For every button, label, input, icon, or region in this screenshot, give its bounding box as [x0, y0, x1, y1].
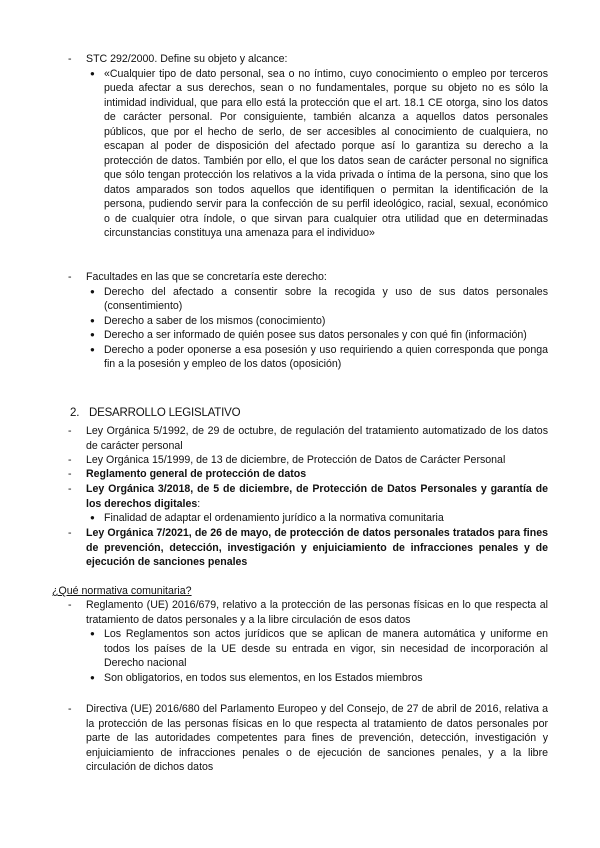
law-text: Ley Orgánica 7/2021, de 26 de mayo, de protección de datos personales tratados para fines de prevención, detección, investigación y enjuiciamiento de infracciones penales y de ejecución de sanciones penales	[86, 527, 548, 568]
list-item: ● Los Reglamentos son actos jurídicos que se aplican de manera automática y uniforme en todos los países de la UE desde su entrada en vigor, sin necesidad de incorporación al Derecho nacional	[86, 627, 548, 671]
dash-marker: -	[68, 425, 72, 437]
facultades-item	[68, 270, 548, 372]
law-item	[68, 482, 548, 526]
heading-number: 2.	[70, 407, 80, 419]
dash-marker: -	[68, 271, 72, 283]
dash-marker: -	[68, 53, 72, 65]
law-text: Ley Orgánica 15/1999, de 13 de diciembre, de Protección de Datos de Carácter Personal	[86, 454, 506, 466]
section-heading	[70, 406, 240, 421]
law-colon: :	[197, 497, 201, 510]
list-item: ● Derecho a saber de los mismos (conocimiento)	[86, 314, 548, 329]
stc-title: STC 292/2000. Define su objeto y alcance:	[86, 53, 288, 65]
list-item: ● Son obligatorios, en todos sus elementos, en los Estados miembros	[86, 671, 548, 686]
list-item: ● Derecho del afectado a consentir sobre la recogida y uso de sus datos personales (consentimiento)	[86, 285, 548, 314]
stc-item	[68, 52, 548, 241]
dash-marker: -	[68, 454, 72, 466]
law-text: Ley Orgánica 3/2018, de 5 de diciembre, de Protección de Datos Personales y garantía de los derechos digitales	[86, 483, 548, 510]
law-text: Ley Orgánica 5/1992, de 29 de octubre, de regulación del tratamiento automatizado de los datos de carácter personal	[86, 425, 548, 452]
eu-directive-text: Directiva (UE) 2016/680 del Parlamento Europeo y del Consejo, de 27 de abril de 2016, relativa a la protección de las personas físicas en lo que respecta al tratamiento de datos personales por parte de las autoridades competentes para fines de prevención, detección, investigación y enjuiciamiento de infracciones penales o de ejecución de sanciones penales, y a la libre circulación de dichos datos	[86, 703, 548, 773]
facultades-title: Facultades en las que se concretaría este derecho:	[86, 271, 327, 283]
dash-marker: -	[68, 703, 72, 715]
list-item: ● Finalidad de adaptar el ordenamiento jurídico a la normativa comunitaria	[86, 511, 548, 526]
heading-title: DESARROLLO LEGISLATIVO	[89, 407, 241, 419]
law-sub-list	[86, 511, 548, 526]
law-text: Reglamento general de protección de datos	[86, 468, 307, 480]
list-item: ● Derecho a poder oponerse a esa posesión y uso requiriendo a quien corresponda que ponga fin a la posesión y empleo de los datos (oposición)	[86, 343, 548, 372]
question-heading: ¿Qué normativa comunitaria?	[52, 585, 192, 597]
dash-marker: -	[68, 468, 72, 480]
law-item	[68, 526, 548, 570]
law-item	[68, 467, 548, 482]
law-text-wrap	[86, 482, 548, 511]
stc-quote-list	[86, 67, 548, 241]
dash-marker: -	[68, 527, 72, 539]
eu-regulation-item	[68, 598, 548, 685]
eu-regulation-text: Reglamento (UE) 2016/679, relativo a la protección de las personas físicas en lo que respecta al tratamiento de datos personales y a la libre circulación de esos datos	[86, 599, 548, 626]
dash-marker: -	[68, 599, 72, 611]
law-item	[68, 453, 548, 468]
eu-regulation-list	[86, 627, 548, 685]
law-item	[68, 424, 548, 453]
eu-directive-item	[68, 702, 548, 775]
stc-quote: ● «Cualquier tipo de dato personal, sea o no íntimo, cuyo conocimiento o empleo por terceros pueda afectar a sus derechos, sean o no fundamentales, porque su objeto no es sólo la intimidad individual, que para ello está la protección que el art. 18.1 CE otorga, sino los datos de carácter personal. Por consiguiente, también alcanza a aquellos datos personales públicos, que por el hecho de serlo, de ser accesibles al conocimiento de cualquiera, no escapan al poder de disposición del afectado porque así lo garantiza su derecho a la protección de datos. También por ello, el que los datos sean de carácter personal no significa que sólo tengan protección los relativos a la vida privada o íntima de la persona, sino que los datos amparados son todos aquellos que identifiquen o permitan la identificación de la persona, pudiendo servir para la confección de su perfil ideológico, racial, sexual, económico o de cualquier otra índole, o que sirvan para cualquier otra utilidad que en determinadas circunstancias constituya una amenaza para el individuo»	[86, 67, 548, 241]
list-item: ● Derecho a ser informado de quién posee sus datos personales y con qué fin (información)	[86, 328, 548, 343]
dash-marker: -	[68, 483, 72, 495]
facultades-list	[86, 285, 548, 372]
